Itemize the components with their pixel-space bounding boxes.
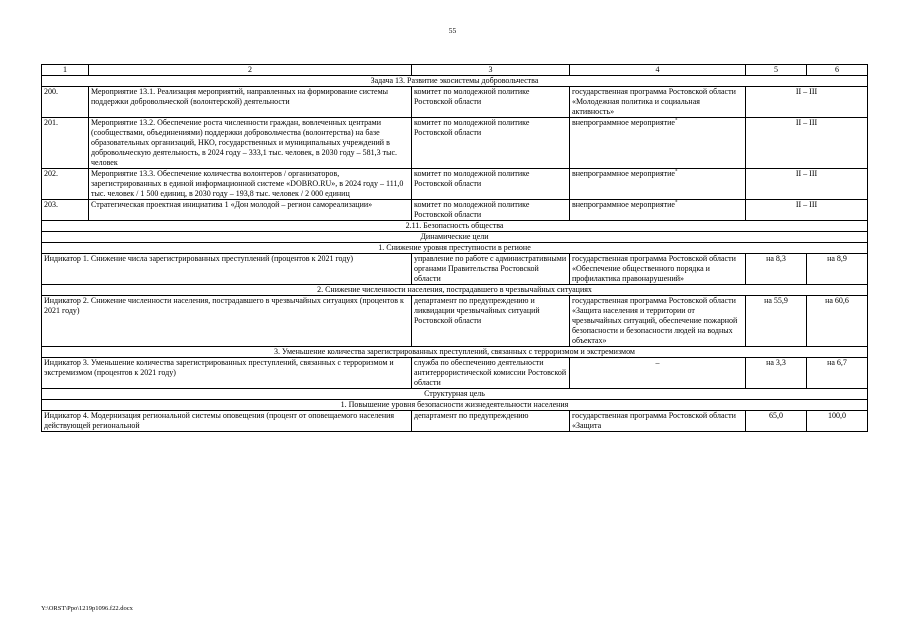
section-row (42, 221, 868, 232)
event-cell: Мероприятие 13.3. Обеспечение количества волонтеров / организаторов, зарегистрированных в единой информационной системе «DOBRO.RU», в 2024 году – 111,0 тыс. человек / 1 500 единиц, в 2030 году – 193,8 тыс. человек / 2 000 единиц (89, 169, 412, 200)
row-number: 200. (42, 87, 89, 118)
program-cell: государственная программа Ростовской области «Молодежная политика и социальная активность» (570, 87, 746, 118)
executor-cell: комитет по молодежной политике Ростовской области (412, 87, 570, 118)
footnote-mark: * (674, 118, 678, 124)
program-cell: государственная программа Ростовской области «Обеспечение общественного порядка и профилактика правонарушений» (570, 254, 746, 285)
program-cell (570, 200, 746, 221)
program-text: внепрограммное мероприятие (572, 169, 675, 178)
strategy-table (41, 64, 868, 432)
structural-goal-title: Структурная цель (42, 389, 868, 400)
col-header-3: 3 (412, 65, 570, 76)
col-header-5: 5 (746, 65, 807, 76)
row-number: 201. (42, 118, 89, 169)
section-row (42, 232, 868, 243)
table-row (42, 169, 868, 200)
value-cell-6: 100,0 (807, 411, 868, 432)
header-row (42, 65, 868, 76)
footnote-mark: * (674, 169, 678, 175)
program-cell (570, 169, 746, 200)
row-number: 202. (42, 169, 89, 200)
footer-file-path: Y:\ORST\Ppo\1219p1096.f22.docx (41, 605, 133, 612)
executor-cell: комитет по молодежной политике Ростовской области (412, 169, 570, 200)
value-cell-5: на 55,9 (746, 296, 807, 347)
goal-4-title: 1. Повышение уровня безопасности жизнедеятельности населения (42, 400, 868, 411)
section-title: 2.11. Безопасность общества (42, 221, 868, 232)
table-row (42, 87, 868, 118)
indicator-row (42, 358, 868, 389)
period-cell: II – III (746, 169, 868, 200)
period-cell: II – III (746, 118, 868, 169)
program-cell: – (570, 358, 746, 389)
task-13-row (42, 76, 868, 87)
task-13-title: Задача 13. Развитие экосистемы добровольчества (42, 76, 868, 87)
value-cell-5: на 3,3 (746, 358, 807, 389)
indicator-cell: Индикатор 2. Снижение численности населения, пострадавшего в чрезвычайных ситуациях (процентов к 2021 году) (42, 296, 412, 347)
value-cell-6: на 60,6 (807, 296, 868, 347)
goal-row (42, 400, 868, 411)
program-cell: государственная программа Ростовской области «Защита (570, 411, 746, 432)
program-text: внепрограммное мероприятие (572, 200, 675, 209)
indicator-row (42, 296, 868, 347)
page-number: 55 (448, 26, 457, 35)
executor-cell: комитет по молодежной политике Ростовской области (412, 118, 570, 169)
section-row (42, 389, 868, 400)
event-cell: Мероприятие 13.2. Обеспечение роста численности граждан, вовлеченных центрами (сообществами, объединениями) поддержки добровольчества (волонтерства) на базе образовательных организаций, НКО, государственных и муниципальных учреждений в добровольческую деятельность, в 2024 году – 333,1 тыс. человек, в 2030 году – 581,3 тыс. человек (89, 118, 412, 169)
goal-row (42, 243, 868, 254)
value-cell-5: 65,0 (746, 411, 807, 432)
indicator-row (42, 254, 868, 285)
row-number: 203. (42, 200, 89, 221)
value-cell-6: на 8,9 (807, 254, 868, 285)
col-header-2: 2 (89, 65, 412, 76)
program-cell (570, 118, 746, 169)
goal-2-title: 2. Снижение численности населения, пострадавшего в чрезвычайных ситуациях (42, 285, 868, 296)
goal-3-title: 3. Уменьшение количества зарегистрированных преступлений, связанных с терроризмом и экстремизмом (42, 347, 868, 358)
dynamic-goals-title: Динамические цели (42, 232, 868, 243)
executor-cell: комитет по молодежной политике Ростовской области (412, 200, 570, 221)
period-cell: II – III (746, 200, 868, 221)
program-cell: государственная программа Ростовской области «Защита населения и территории от чрезвычайных ситуаций, обеспечение пожарной безопасности и безопасности людей на водных объектах» (570, 296, 746, 347)
program-text: внепрограммное мероприятие (572, 118, 675, 127)
table-row (42, 118, 868, 169)
event-cell: Стратегическая проектная инициатива 1 «Дон молодой – регион самореализации» (89, 200, 412, 221)
indicator-cell: Индикатор 1. Снижение числа зарегистрированных преступлений (процентов к 2021 году) (42, 254, 412, 285)
executor-cell: управление по работе с административными органами Правительства Ростовской области (412, 254, 570, 285)
goal-row (42, 285, 868, 296)
indicator-row (42, 411, 868, 432)
period-cell: II – III (746, 87, 868, 118)
executor-cell: департамент по предупреждению (412, 411, 570, 432)
table-row (42, 200, 868, 221)
event-cell: Мероприятие 13.1. Реализация мероприятий, направленных на формирование системы поддержки добровольческой (волонтерской) деятельности (89, 87, 412, 118)
value-cell-5: на 8,3 (746, 254, 807, 285)
col-header-4: 4 (570, 65, 746, 76)
value-cell-6: на 6,7 (807, 358, 868, 389)
col-header-1: 1 (42, 65, 89, 76)
executor-cell: департамент по предупреждению и ликвидации чрезвычайных ситуаций Ростовской области (412, 296, 570, 347)
executor-cell: служба по обеспечению деятельности антитеррористической комиссии Ростовской области (412, 358, 570, 389)
footnote-mark: * (674, 200, 678, 206)
indicator-cell: Индикатор 4. Модернизация региональной системы оповещения (процент от оповещаемого населения действующей региональной (42, 411, 412, 432)
goal-row (42, 347, 868, 358)
indicator-cell: Индикатор 3. Уменьшение количества зарегистрированных преступлений, связанных с терроризмом и экстремизмом (процентов к 2021 году) (42, 358, 412, 389)
col-header-6: 6 (807, 65, 868, 76)
goal-1-title: 1. Снижение уровня преступности в регионе (42, 243, 868, 254)
